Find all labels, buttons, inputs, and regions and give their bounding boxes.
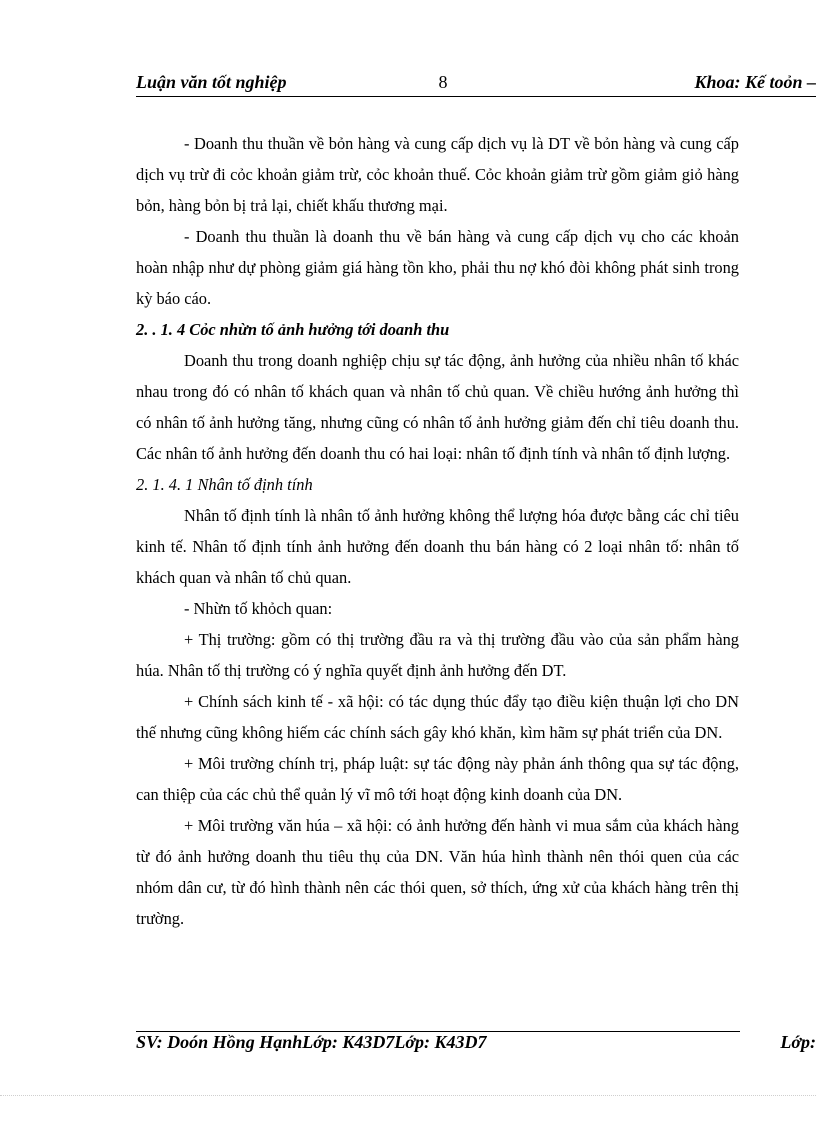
header-thesis-title: Luận văn tốt nghiệp [136,72,287,92]
list-item-market: + Thị trường: gồm có thị trường đầu ra và thị trường đầu vào của sản phẩm hàng húa. Nhân tố thị trường có ý nghĩa quyết định ảnh hưởng đến DT. [136,630,739,680]
list-item-political-legal: + Môi trường chính trị, pháp luật: sự tác động này phản ánh thông qua sự tác động, can thiệp của các chủ thể quản lý vĩ mô tới hoạt động kinh doanh của DN. [136,754,739,804]
paragraph-net-revenue-reversal: - Doanh thu thuần là doanh thu về bán hàng và cung cấp dịch vụ cho các khoản hoàn nhập như dự phòng giảm giá hàng tồn kho, phải thu nợ khó đòi không phát sinh trong kỳ báo cáo. [136,227,739,308]
document-body [136,128,739,934]
header-divider [136,96,816,97]
subsection-heading-qualitative-factors: 2. 1. 4. 1 Nhân tố định tính [136,475,313,494]
page-header [136,72,816,96]
list-item-cultural-social: + Môi trường văn húa – xã hội: có ảnh hưởng đến hành vi mua sắm của khách hàng từ đó ảnh hưởng doanh thu tiêu thụ của DN. Văn húa hình thành nên thói quen của các nhóm dân cư, từ đó hình thành nên các thói quen, sở thích, ứng xử của khách hàng trên thị trường. [136,816,739,928]
paragraph-qualitative-factors: Nhân tố định tính là nhân tố ảnh hưởng không thể lượng hóa được bằng các chỉ tiêu kinh tế. Nhân tố định tính ảnh hưởng đến doanh thu bán hàng có 2 loại nhân tố: nhân tố khách quan và nhân tố chủ quan. [136,506,739,587]
paragraph-net-revenue-definition: - Doanh thu thuần về bỏn hàng và cung cấp dịch vụ là DT về bỏn hàng và cung cấp dịch vụ trừ đi cỏc khoản giảm trừ, cỏc khoản thuế. Cỏc khoản giảm trừ gồm giảm giỏ hàng bỏn, hàng bỏn bị trả lại, chiết khấu thương mại. [136,134,739,215]
header-faculty: Khoa: Kế toỏn – [694,72,816,92]
page-number: 8 [438,72,448,92]
paragraph-revenue-factors-intro: Doanh thu trong doanh nghiệp chịu sự tác động, ảnh hưởng của nhiều nhân tố khác nhau trong đó có nhân tố khách quan và nhân tố chủ quan. Về chiều hướng ảnh hưởng thì có nhân tố ảnh hưởng tăng, nhưng cũng có nhân tố ảnh hưởng giảm đến chỉ tiêu doanh thu. Các nhân tố ảnh hưởng đến doanh thu có hai loại: nhân tố định tính và nhân tố định lượng. [136,351,739,463]
list-item-economic-policy: + Chính sách kinh tế - xã hội: có tác dụng thúc đẩy tạo điều kiện thuận lợi cho DN thế nhưng cũng không hiếm các chính sách gây khó khăn, kìm hãm sự phát triển của DN. [136,692,739,742]
page-footer [136,1032,816,1056]
paragraph-objective-factors-label: - Nhừn tố khỏch quan: [184,599,333,618]
footer-class-label: Lớp: [780,1032,816,1052]
page-bottom-dotted-line [0,1095,816,1096]
footer-student-info: SV: Doón Hồng HạnhLớp: K43D7Lớp: K43D7 [136,1032,487,1052]
section-heading-revenue-factors: 2. . 1. 4 Cỏc nhừn tố ảnh hưởng tới doanh thu [136,320,450,339]
